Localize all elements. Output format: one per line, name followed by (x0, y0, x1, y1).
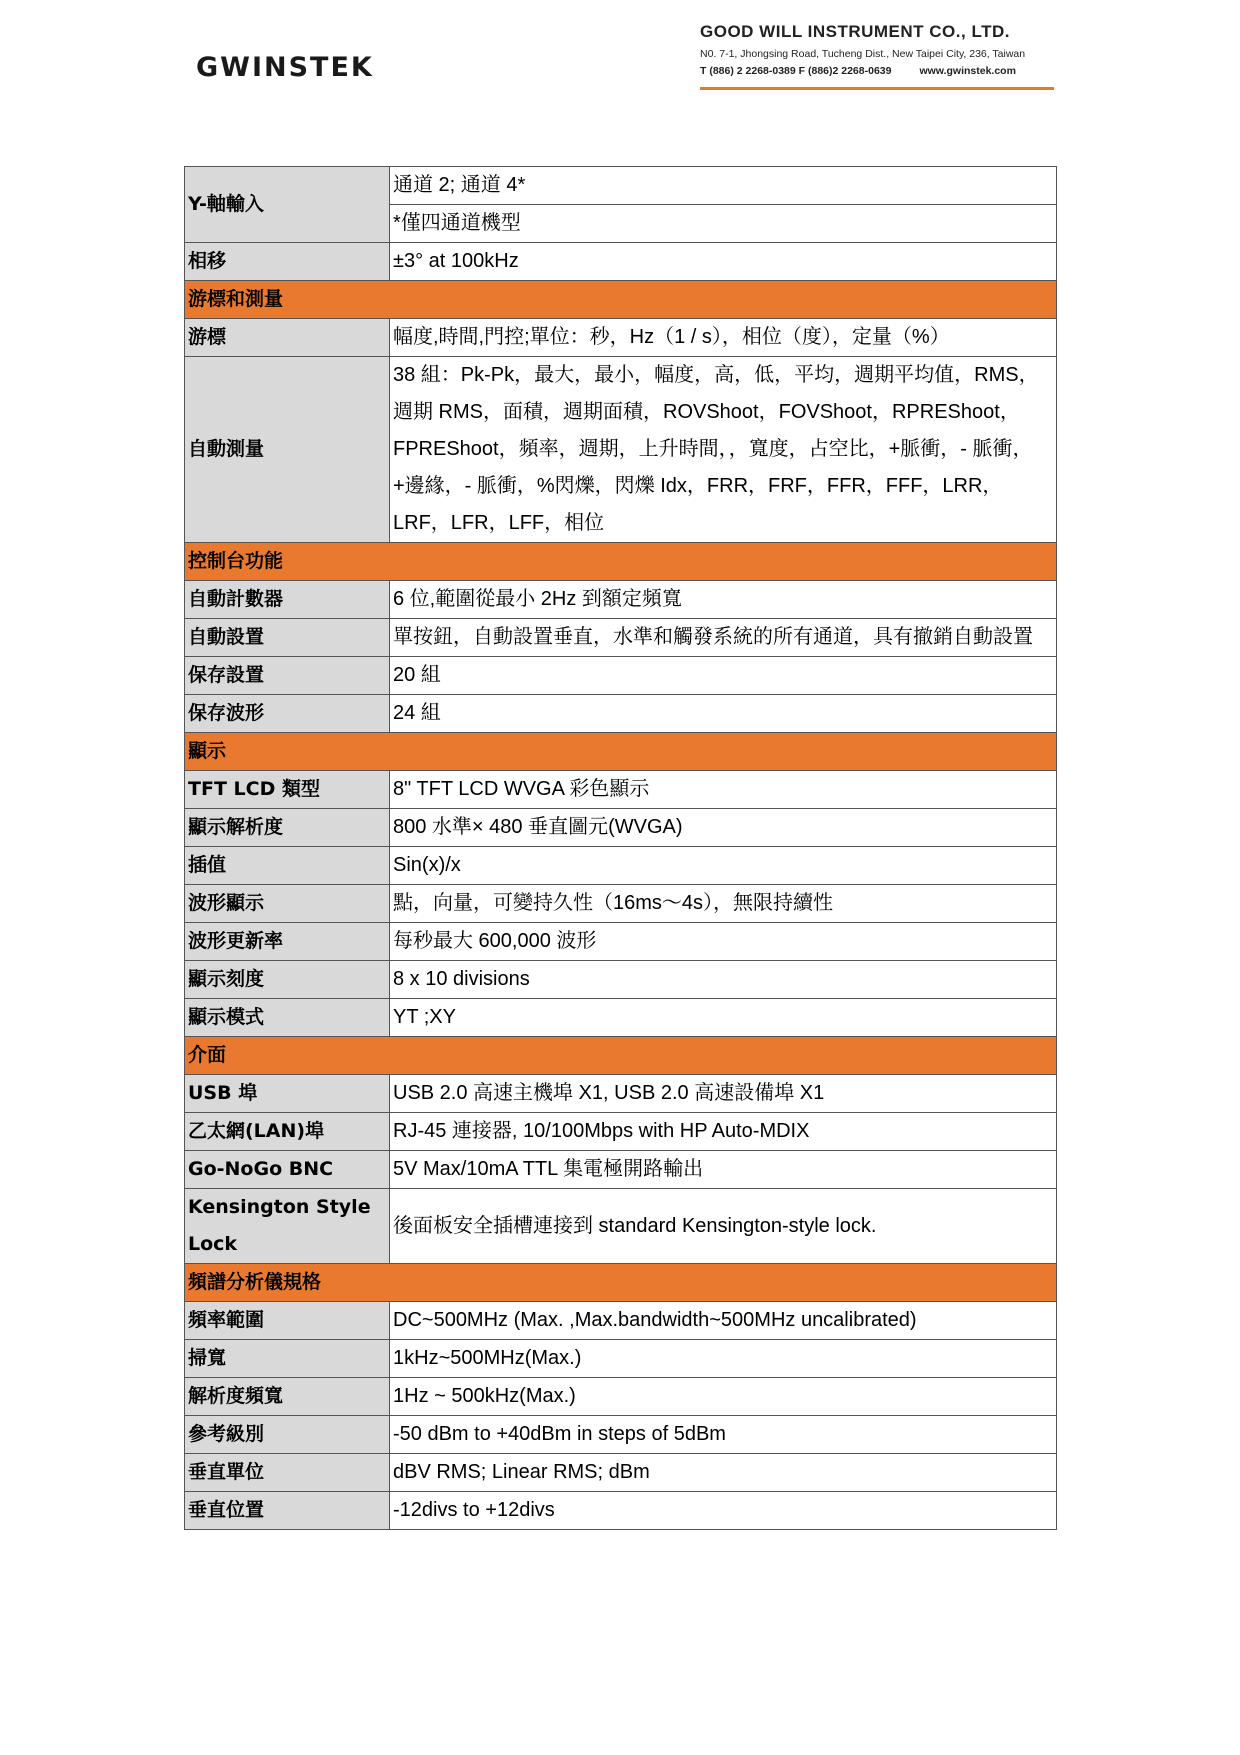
spec-label: Y-軸輸入 (185, 167, 390, 243)
spec-value: 1Hz ~ 500kHz(Max.) (390, 1378, 1057, 1416)
spec-row (185, 357, 1057, 543)
spec-value: 8 x 10 divisions (390, 961, 1057, 999)
company-address: N0. 7-1, Jhongsing Road, Tucheng Dist., New Taipei City, 236, Taiwan (700, 48, 1026, 60)
spec-label: 游標 (185, 319, 390, 357)
spec-value: ±3° at 100kHz (390, 243, 1057, 281)
spec-label: Go-NoGo BNC (185, 1151, 390, 1189)
section-title: 頻譜分析儀規格 (185, 1264, 1057, 1302)
spec-value: 單按鈕，自動設置垂直，水準和觸發系統的所有通道，具有撤銷自動設置 (390, 619, 1057, 657)
spec-row (185, 771, 1057, 809)
spec-label: 插值 (185, 847, 390, 885)
spec-row (185, 581, 1057, 619)
spec-label: 保存設置 (185, 657, 390, 695)
section-title: 游標和測量 (185, 281, 1057, 319)
spec-row (185, 885, 1057, 923)
spec-row (185, 695, 1057, 733)
spec-label: 參考級別 (185, 1416, 390, 1454)
spec-row (185, 1075, 1057, 1113)
spec-value: dBV RMS; Linear RMS; dBm (390, 1454, 1057, 1492)
spec-row (185, 1113, 1057, 1151)
spec-label: 頻率範圍 (185, 1302, 390, 1340)
spec-value: 後面板安全插槽連接到 standard Kensington-style lock. (390, 1189, 1057, 1264)
spec-label: 掃寬 (185, 1340, 390, 1378)
company-info (700, 22, 1025, 77)
spec-label: 保存波形 (185, 695, 390, 733)
section-header-row (185, 1264, 1057, 1302)
spec-value: YT ;XY (390, 999, 1057, 1037)
spec-label: USB 埠 (185, 1075, 390, 1113)
spec-label: 自動設置 (185, 619, 390, 657)
spec-label: 垂直單位 (185, 1454, 390, 1492)
spec-row (185, 923, 1057, 961)
spec-label: 乙太網(LAN)埠 (185, 1113, 390, 1151)
spec-row (185, 243, 1057, 281)
spec-label: 顯示刻度 (185, 961, 390, 999)
spec-value: 點，向量，可變持久性（16ms～4s），無限持續性 (390, 885, 1057, 923)
spec-row (185, 167, 1057, 205)
spec-row (185, 809, 1057, 847)
spec-value: 5V Max/10mA TTL 集電極開路輸出 (390, 1151, 1057, 1189)
spec-label: 解析度頻寬 (185, 1378, 390, 1416)
spec-row (185, 1340, 1057, 1378)
section-header-row (185, 733, 1057, 771)
spec-row (185, 961, 1057, 999)
spec-label: 自動測量 (185, 357, 390, 543)
spec-value: *僅四通道機型 (390, 205, 1057, 243)
spec-value: 6 位,範圍從最小 2Hz 到額定頻寬 (390, 581, 1057, 619)
spec-value: 38 組：Pk-Pk，最大，最小，幅度，高，低，平均，週期平均值，RMS，週期 RMS，面積，週期面積，ROVShoot，FOVShoot，RPREShoot，FPREShoot，頻率，週期，上升時間，，寬度，占空比，+脈衝，- 脈衝，+邊緣，- 脈衝，%閃爍，閃爍 Idx，FRR，FRF，FFR，FFF，LRR，LRF，LFR，LFF，相位 (390, 357, 1057, 543)
spec-row (185, 319, 1057, 357)
spec-label: 相移 (185, 243, 390, 281)
spec-value: DC~500MHz (Max. ,Max.bandwidth~500MHz uncalibrated) (390, 1302, 1057, 1340)
section-header-row (185, 281, 1057, 319)
spec-label: TFT LCD 類型 (185, 771, 390, 809)
spec-label: 波形更新率 (185, 923, 390, 961)
spec-value: -50 dBm to +40dBm in steps of 5dBm (390, 1416, 1057, 1454)
spec-value: 幅度,時間,門控;單位：秒，Hz（1 / s），相位（度），定量（%） (390, 319, 1057, 357)
spec-table (184, 166, 1057, 1530)
spec-row (185, 657, 1057, 695)
spec-value: -12divs to +12divs (390, 1492, 1057, 1530)
company-website[interactable]: www.gwinstek.com (919, 65, 1016, 77)
spec-value: 24 組 (390, 695, 1057, 733)
spec-label: 顯示模式 (185, 999, 390, 1037)
spec-label: Kensington Style Lock (185, 1189, 390, 1264)
section-title: 控制台功能 (185, 543, 1057, 581)
spec-label: 自動計數器 (185, 581, 390, 619)
company-name: GOOD WILL INSTRUMENT CO., LTD. (700, 22, 1010, 41)
spec-value: 通道 2; 通道 4* (390, 167, 1057, 205)
spec-value: 800 水準× 480 垂直圖元(WVGA) (390, 809, 1057, 847)
header-rule (700, 87, 1054, 90)
spec-value: 每秒最大 600,000 波形 (390, 923, 1057, 961)
spec-row (185, 1416, 1057, 1454)
spec-row (185, 847, 1057, 885)
spec-row (185, 1151, 1057, 1189)
section-header-row (185, 543, 1057, 581)
spec-value: RJ-45 連接器, 10/100Mbps with HP Auto-MDIX (390, 1113, 1057, 1151)
page-header (0, 0, 1240, 100)
spec-value: 20 組 (390, 657, 1057, 695)
company-contact (700, 65, 1025, 77)
spec-value: 8" TFT LCD WVGA 彩色顯示 (390, 771, 1057, 809)
spec-row (185, 1378, 1057, 1416)
company-logo: GWINSTEK (196, 52, 374, 83)
section-header-row (185, 1037, 1057, 1075)
spec-value: USB 2.0 高速主機埠 X1, USB 2.0 高速設備埠 X1 (390, 1075, 1057, 1113)
spec-label: 垂直位置 (185, 1492, 390, 1530)
spec-label: 顯示解析度 (185, 809, 390, 847)
spec-row (185, 1454, 1057, 1492)
spec-row (185, 1492, 1057, 1530)
spec-value: 1kHz~500MHz(Max.) (390, 1340, 1057, 1378)
spec-value: Sin(x)/x (390, 847, 1057, 885)
spec-label: 波形顯示 (185, 885, 390, 923)
spec-row (185, 619, 1057, 657)
spec-row (185, 1302, 1057, 1340)
section-title: 顯示 (185, 733, 1057, 771)
spec-row (185, 1189, 1057, 1264)
spec-row (185, 999, 1057, 1037)
section-title: 介面 (185, 1037, 1057, 1075)
company-phone: T (886) 2 2268-0389 F (886)2 2268-0639 (700, 65, 892, 77)
